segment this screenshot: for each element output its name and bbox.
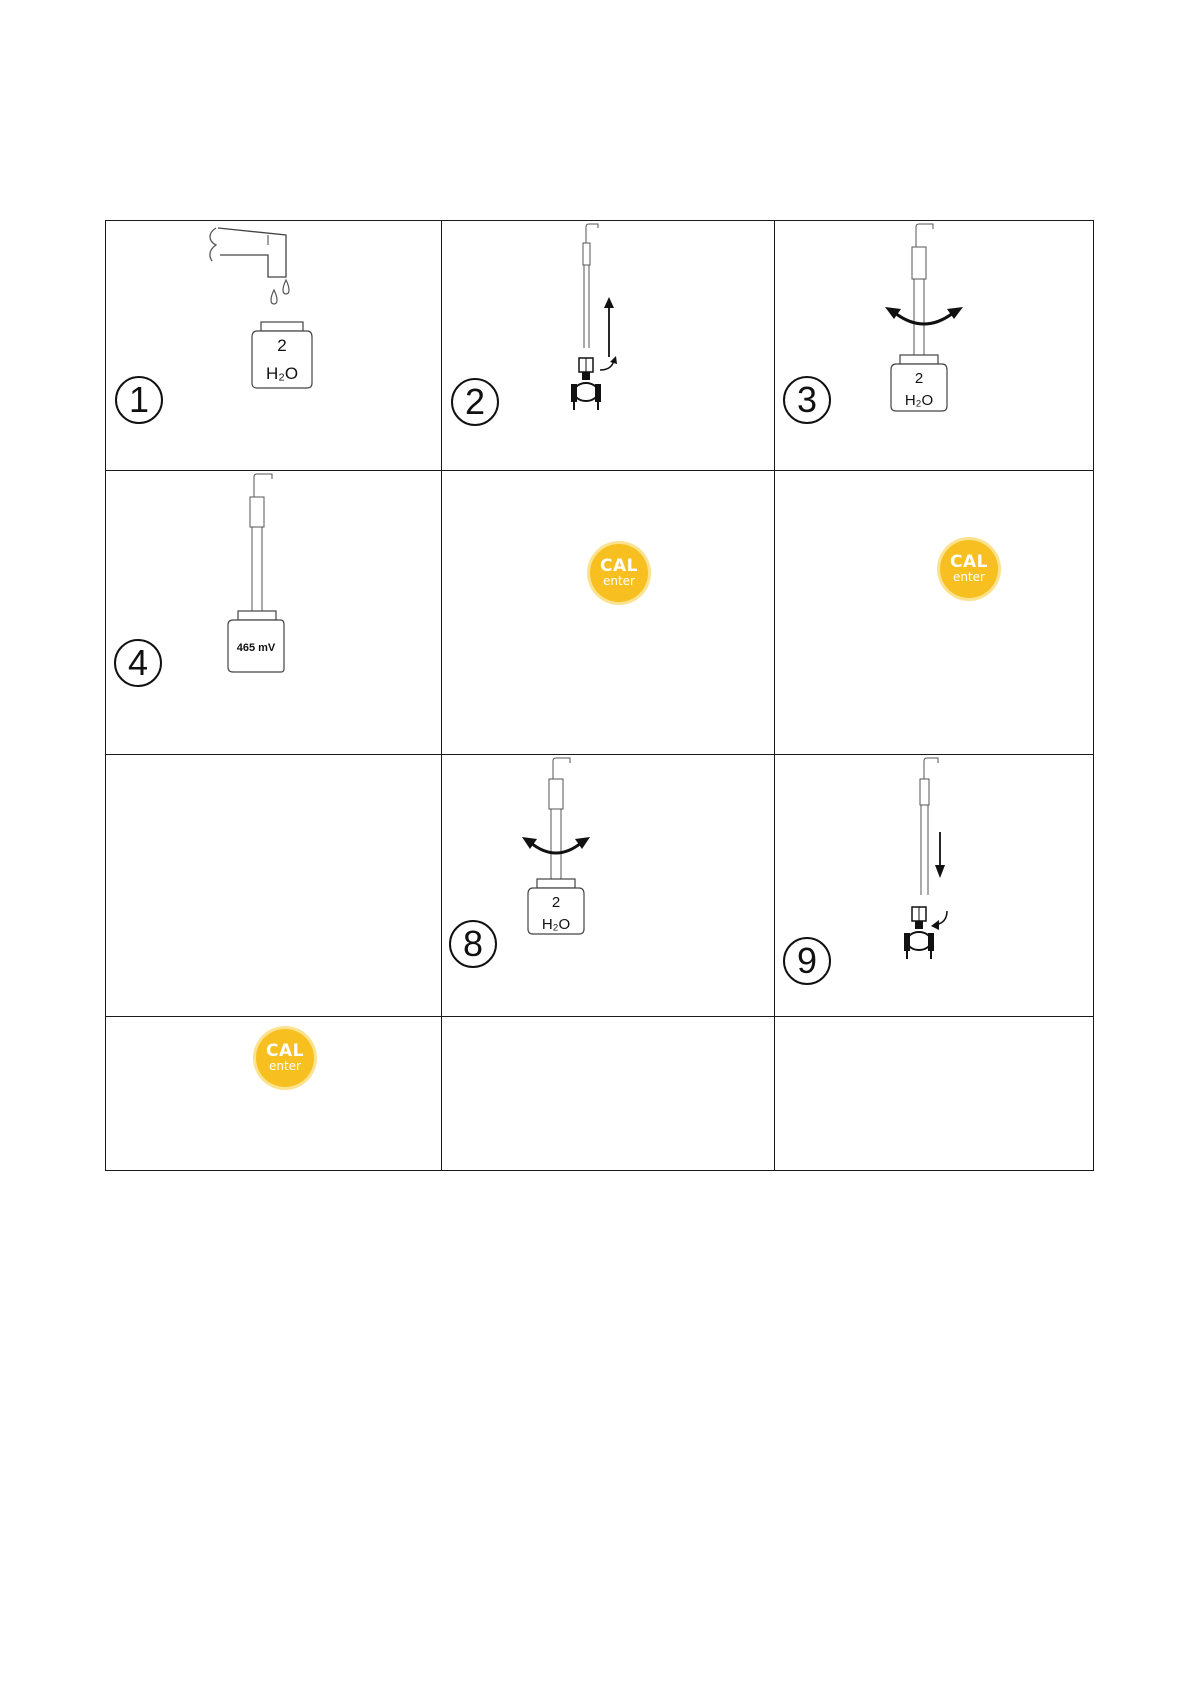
cal-button-label: CAL	[950, 552, 988, 572]
step-4-cell	[106, 471, 442, 755]
step-number-badge: 3	[783, 376, 831, 424]
h2o-bottle-icon	[251, 321, 313, 389]
mv-reading-label: 465 mV	[236, 642, 276, 654]
step-3-cell	[775, 221, 1094, 471]
step-2-cell	[442, 221, 775, 471]
swirl-arrows-icon	[885, 305, 963, 333]
cal-button-sublabel: enter	[268, 1059, 301, 1073]
bottle-number-label: 2	[914, 370, 924, 387]
electrode-in-solution-icon	[226, 473, 306, 673]
grid-row	[106, 471, 1094, 755]
swirl-arrows-icon	[522, 835, 590, 861]
cal-button-label: CAL	[266, 1041, 304, 1061]
grid-row	[106, 755, 1094, 1017]
arrow-down-icon	[933, 831, 947, 879]
cal-step-cell	[442, 471, 775, 755]
cal-step-cell	[106, 1017, 442, 1171]
step-8-cell	[442, 755, 775, 1017]
step-number-badge: 1	[115, 376, 163, 424]
cal-button-label: CAL	[600, 556, 638, 576]
bottle-number-label: 2	[551, 894, 561, 911]
bottle-formula-label: H₂O	[904, 392, 934, 409]
step-number-badge: 2	[451, 378, 499, 426]
cal-enter-button[interactable]	[256, 1029, 314, 1087]
step-number-badge: 8	[449, 920, 497, 968]
step-1-cell	[106, 221, 442, 471]
empty-cell	[775, 1017, 1094, 1171]
grid-row	[106, 1017, 1094, 1171]
arrow-up-icon	[602, 296, 616, 358]
cal-enter-button[interactable]	[590, 544, 648, 602]
bottle-formula-label: H₂O	[265, 364, 299, 383]
cal-enter-button[interactable]	[940, 540, 998, 598]
step-number-badge: 4	[114, 639, 162, 687]
grid-row	[106, 221, 1094, 471]
pipe-holder-icon	[903, 905, 965, 961]
cal-button-sublabel: enter	[602, 574, 635, 588]
bottle-formula-label: H₂O	[541, 916, 571, 933]
procedure-grid	[105, 220, 1094, 1171]
pipe-holder-icon	[570, 356, 632, 412]
bottle-number-label: 2	[277, 336, 287, 355]
cal-button-sublabel: enter	[952, 570, 985, 584]
empty-cell	[442, 1017, 775, 1171]
step-number-badge: 9	[783, 937, 831, 985]
empty-cell	[106, 755, 442, 1017]
water-drops-icon	[266, 278, 296, 310]
step-9-cell	[775, 755, 1094, 1017]
cal-step-cell	[775, 471, 1094, 755]
